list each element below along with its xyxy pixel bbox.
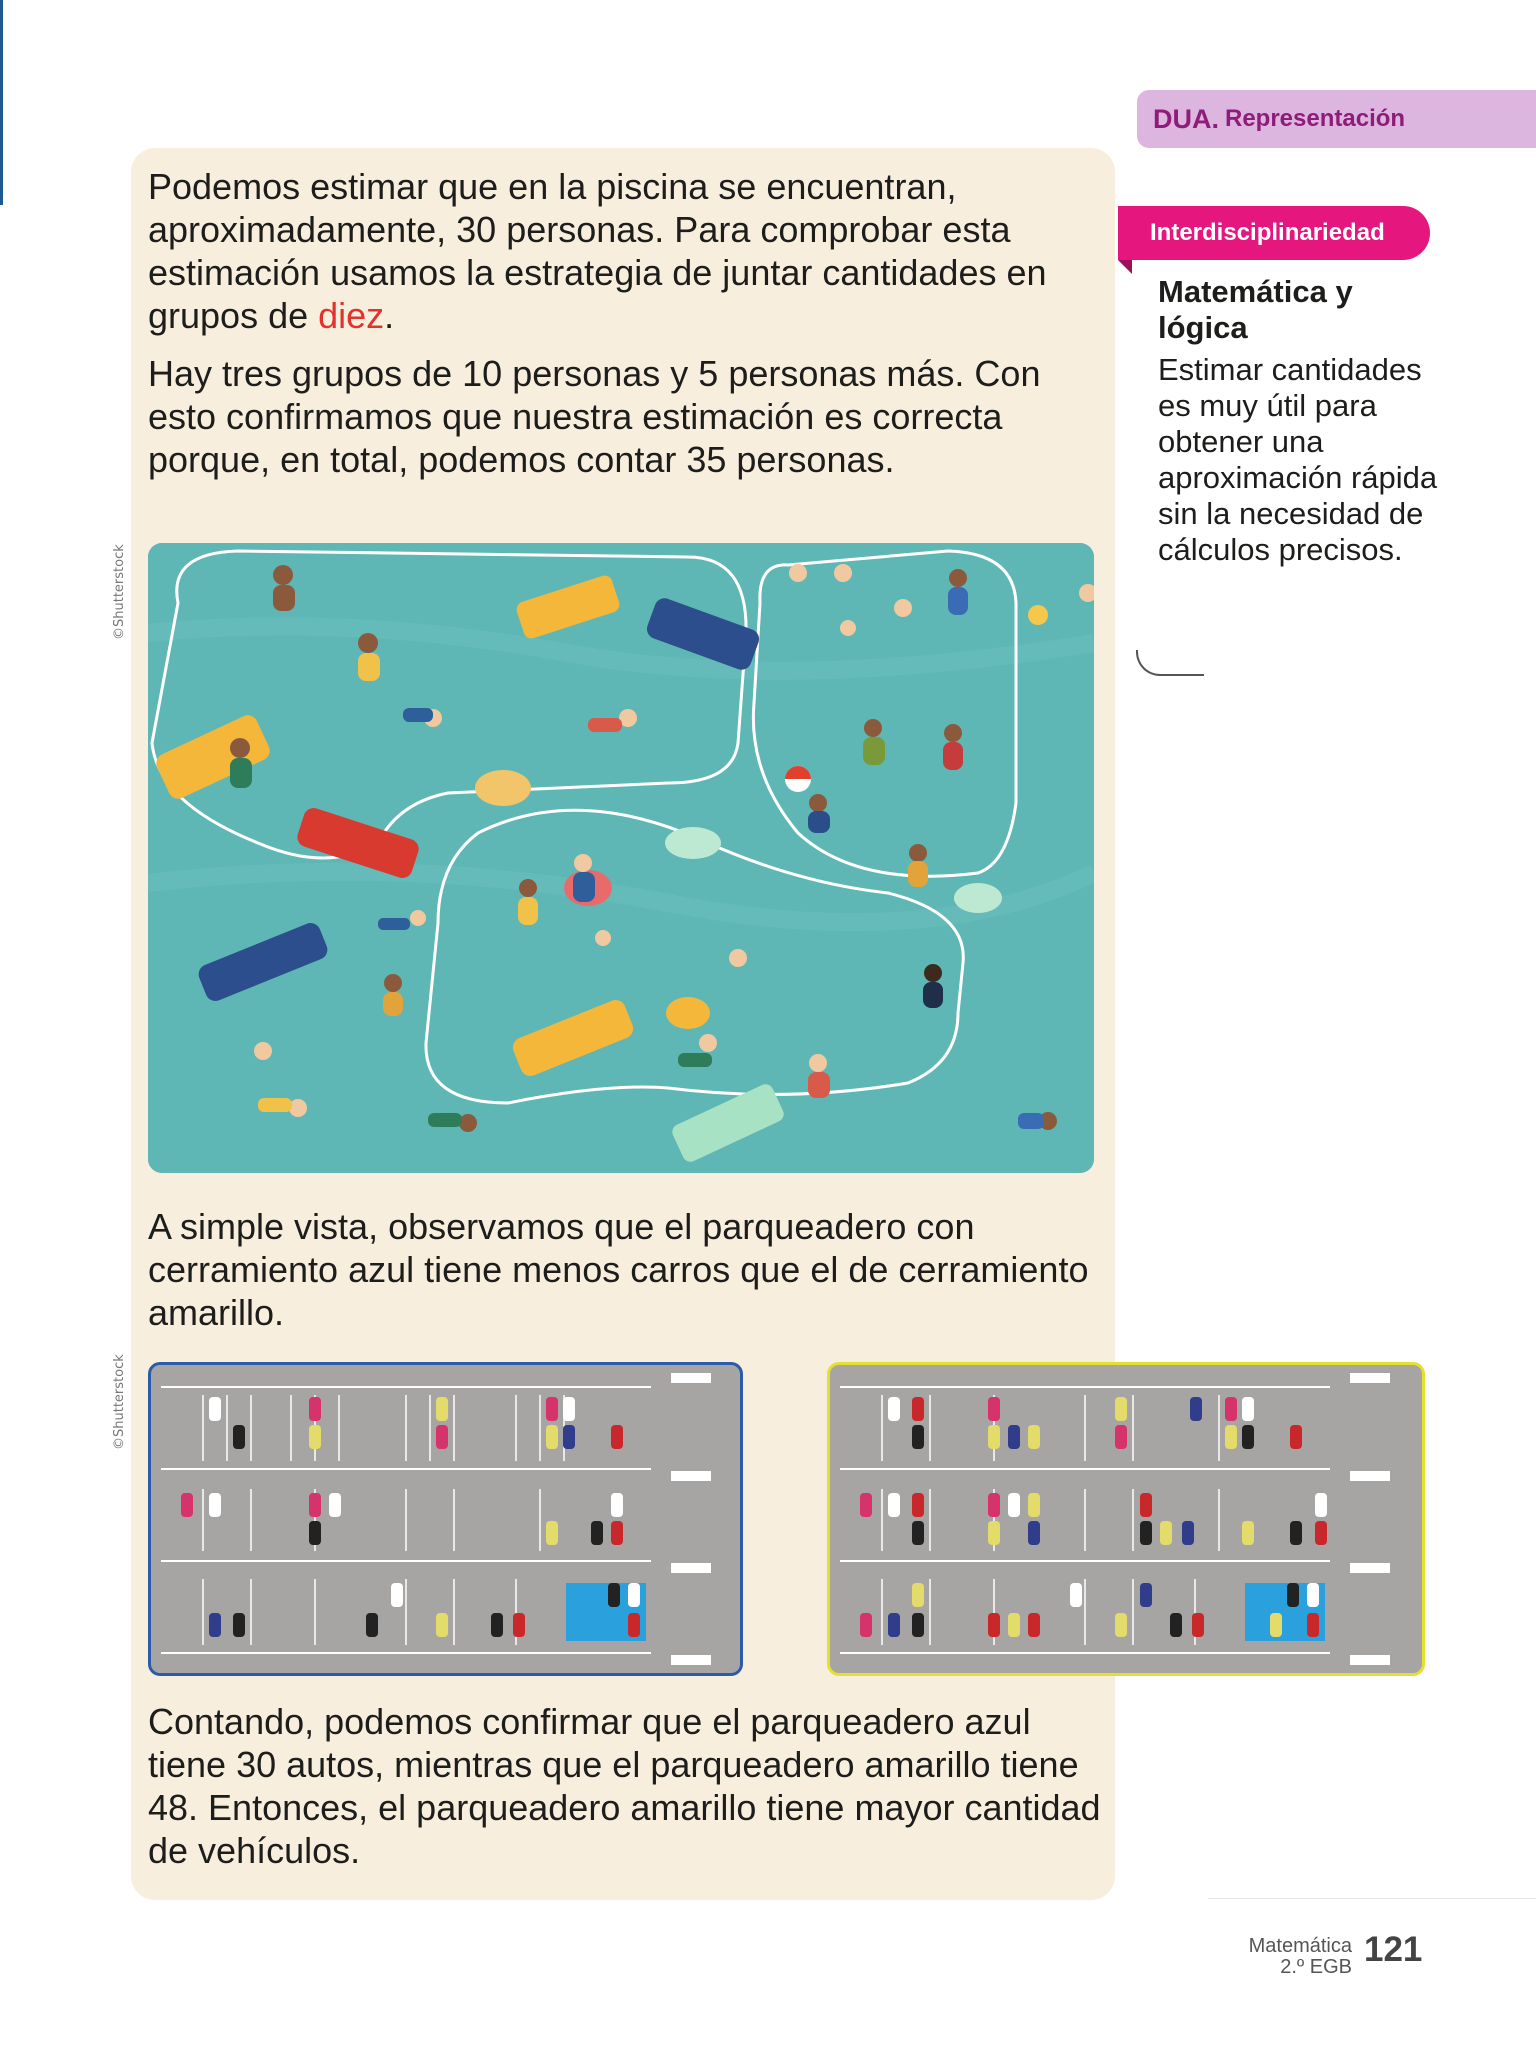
highlight-diez: diez [318,295,385,336]
paragraph-estimation [148,165,1108,337]
parking-lot-blue [148,1362,743,1676]
footer-subject-name: Matemática [1248,1935,1352,1957]
dua-label: DUA. [1153,103,1219,134]
left-edge-rule [0,0,3,205]
side-note-frame [1136,650,1204,676]
paragraph-confirmation: Hay tres grupos de 10 personas y 5 personas más. Con esto confirmamos que nuestra estimación es correcta porque, en total, podemos contar 35 personas. [148,353,1041,480]
pool-image-credit: ©Shutterstock [112,544,127,640]
dua-subtitle: Representación [1225,105,1406,132]
parking-image-credit: ©Shutterstock [112,1354,127,1450]
paragraph-parking-count: Contando, podemos confirmar que el parqueadero azul tiene 30 autos, mientras que el parqueadero amarillo tiene 48. Entonces, el parqueadero amarillo tiene mayor cantidad de vehículos. [148,1701,1101,1871]
paragraph-estimation-end: . [384,295,395,336]
pool-illustration [148,543,1094,1173]
page-number: 121 [1364,1930,1423,1969]
parking-lot-yellow [827,1362,1425,1676]
paragraph-estimation-text: Podemos estimar que en la piscina se encuentran, aproximadamente, 30 personas. Para comprobar esta estimación usamos la estrategia de juntar cantidades en grupos de [148,166,1047,336]
paragraph-parking-observation: A simple vista, observamos que el parqueadero con cerramiento azul tiene menos carros que el de cerramiento amarillo. [148,1206,1089,1333]
side-note-text: Estimar cantidades es muy útil para obtener una aproximación rápida sin la necesidad de cálculos precisos. [1158,352,1438,567]
dua-header [1137,90,1536,148]
interdisciplinary-tag: Interdisciplinariedad [1118,206,1430,260]
footer-grade: 2.º EGB [1280,1956,1352,1978]
side-note-title: Matemática y lógica [1158,274,1353,345]
footer-divider [1208,1898,1536,1899]
tag-fold [1118,260,1132,274]
footer-subject [1180,1936,1352,1978]
